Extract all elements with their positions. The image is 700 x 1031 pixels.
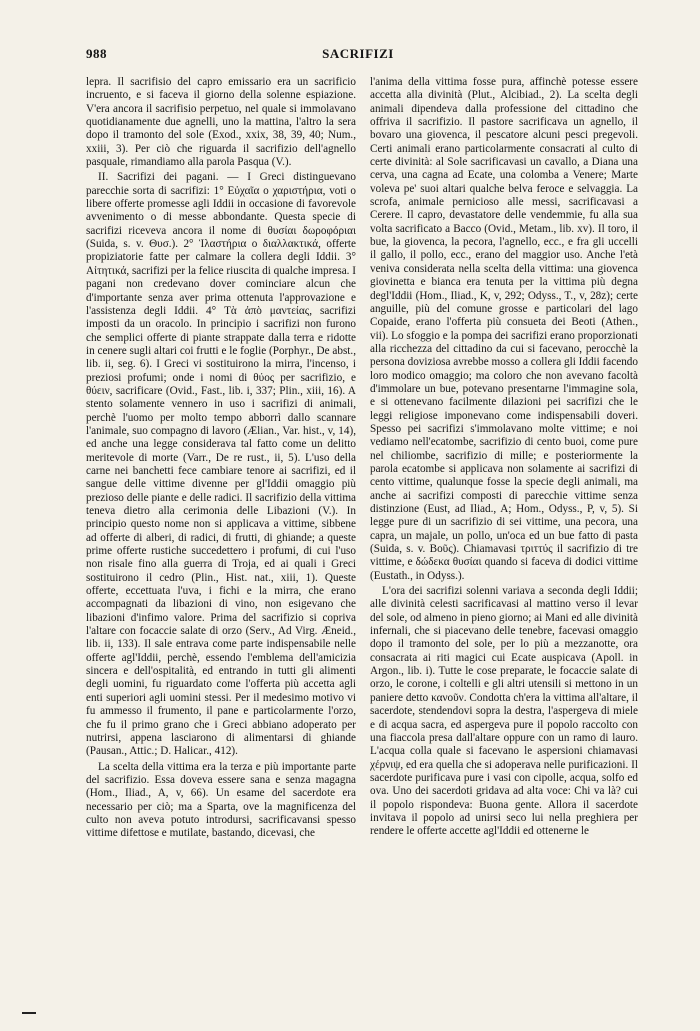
paragraph: l'anima della vittima fosse pura, affinchè potesse essere accetta alla divinità (Plut., Alcibiad., 2). La scelta degli animali dipendeva dalla professione del cittadino che offriva il sacrifizio. Il pastore sacrificava un agnello, il bovaro una giovenca, il pescatore alcuni pesci pregevoli. Certi animali erano particolarmente consacrati al culto di certe divinità: al Sole sacrificavasi un cavallo, a Diana una cerva, una cagna ad Ecate, una colomba a Venere; Marte voleva pe' suoi altari qualche belva feroce e selvaggia. La scrofa, animale pernicioso alle messi, sacrificavasi a Cerere. Il capro, devastatore delle vendemmie, fu alla sua volta sacrificato a Bacco (Ovid., Metam., lib. xv). Il toro, il bue, la giovenca, la pecora, l'agnello, ecc., e fra gli uccelli il gallo, il pollo, ecc., erano del maggior uso. Anche l'età veniva considerata nella scelta della vittima: una giovenca giovinetta e bianca era tenuta per la vittima più degna degl'Iddii (Hom., Iliad., K, v, 292; Odyss., T., v, 28z); certe anguille, più del comune grosse e particolari del lago Copaide, erano l'offerta più consueta dei Beoti (Athen., vii). Lo sfoggio e la pompa dei sacrifizi erano proporzionati alla ricchezza del cittadino da cui si facevano, perocchè la persona doviziosa avrebbe mosso a collera gli Iddii facendo loro modico omaggio; ma coloro che non avevano facoltà d'immolare un bue, potevano presentarne l'immagine sola, e si ottenevano facilmente dilazioni pei sacrifizi che le leggi religiose imponevano come indispensabili doveri. Spesso pei sacrifizi s'immolavano molte vittime; e noi vediamo nell'ecatombe, sacrifizio di cento buoi, come pure nel chiliombe, sacrifizio di mille; e posteriormente la parola ecatombe si applicava non solamente ai sacrifizi di cento vittime, qualunque fosse la specie degli animali, ma anche ai sacrifizi composti di parecchie vittime senza distinzione (Eust, ad Iliad., A; Hom., Odyss., P, v, 5). Si legge pure di un sacrifizio di sei vittime, una pecora, una capra, un majale, un pollo, un'oca ed un bue fatto di pasta (Suida, s. v. Βοῦς). Chiamavasi τριττύς il sacrifizio di tre vittime, e δώδεκα θυσίαι quando si faceva di dodici vittime (Eustath., in Odyss.).	[370, 76, 638, 582]
paragraph: La scelta della vittima era la terza e più importante parte del sacrifizio. Essa doveva essere sana e senza magagna (Hom., Iliad., A, v, 66). Un esame del sacerdote era necessario per ciò; ma a Sparta, ove la magnificenza del culto non aveva potuto introdursi, sacrificavansi spesso vittime difettose e mutilate, bastando, dicevasi, che	[86, 760, 356, 840]
scan-mark	[22, 1012, 36, 1014]
paragraph: L'ora dei sacrifizi solenni variava a seconda degli Iddii; alle divinità celesti sacrificavasi al mattino verso il levar del sole, od almeno in pieno giorno; ai Mani ed alle divinità infernali, che si piacevano delle tenebre, facevasi omaggio dopo il tramonto del sole, per lo più a mezzanotte, ora consacrata ai riti magici cui Ecate auspicava (Apoll. in Argon., lib. i). Tutte le cose preparate, le focaccie salate di orzo, le corone, i coltelli e gli altri utensili si mettono in un paniere detto κανοῦν. Condotta ch'era la vittima all'altare, il sacerdote, stendendovi sopra la destra, l'aspergeva di miele e di acqua sacra, ed aspergeva pure il popolo raccolto con una fiaccola presa dall'altare oppure con un ramo di lauro. L'acqua colla quale si facevano le aspersioni chiamavasi χέρνιψ, ed era quella che si adoperava nelle purificazioni. Il sacerdote purificava pure i vasi con cipolle, acqua, solfo ed ova. Uno dei sacerdoti gridava ad alta voce: Chi va là? cui il popolo rispondeva: Buona gente. Allora il sacerdote invitava il popolo ad unirsi seco lui nella preghiera per rendere le offerte accette agl'Iddii ed ottenerne le	[370, 585, 638, 838]
running-title: SACRIFIZI	[322, 46, 394, 61]
right-column	[370, 76, 638, 839]
page-header	[86, 46, 630, 62]
page-number: 988	[86, 46, 107, 61]
paragraph: II. Sacrifizi dei pagani. — I Greci distinguevano parecchie sorta di sacrifizi: 1° Εὐχαῖα o χαριστήρια, voti o libere offerte promesse agli Iddii in occasione di favorevole avvenimento o di messe abbondante. Questa specie di sacrifizi riceveva ancora il nome di θυσίαι δωροφόριαι (Suida, s. v. Θυσ.). 2° Ἱλαστήρια o διαλλακτικά, offerte propiziatorie fatte per calmare la collera degli Iddii. 3° Αἰτητικά, sacrifizi per la felice riuscita di qualche impresa. I pagani non credevano dover cominciare alcun che d'importante senza aver prima ottenuta l'approvazione e l'assistenza degli Iddii. 4° Τὰ ἀπὸ μαντείας, sacrifizi imposti da un oracolo. In principio i sacrifizi non furono che semplici offerte di piante strappate dalla terra e ridotte in cenere sugli altari coi frutti e le foglie (Porphyr., De abst., lib. ii, seg. 6). I Greci vi sostituirono la mirra, l'incenso, i preziosi profumi; onde i nomi di θύος per sacrifizio, e θύειν, sacrificare (Ovid., Fast., lib. i, 337; Plin., xiii, 16). A stento solamente vennero in uso i sacrifizi di animali, perchè l'uomo per molto tempo abborrì dallo scannare l'animale, suo compagno di lavoro (Ælian., Var. hist., v, 14), ed anche una legge considerava tal fatto come un delitto meritevole di morte (Varr., De re rust., ii, 5). L'uso della carne nei banchetti fece cambiare tenore ai sacrifizi, ed il sangue delle vittime divenne per gl'Iddii omaggio più prezioso delle piante e delle radici. Il sacrifizio della vittima teneva dietro alla cerimonia delle Libazioni (V.). In principio questo nome non si applicava a vittime, sibbene ad offerte di alberi, di radici, di frutti, di ghiande; a queste prime offerte rustiche succedettero i profumi, di cui l'uso non risale fino alla guerra di Troja, ed ai quali i Greci sostituirono il cedro (Plin., Hist. nat., xiii, 1). Queste offerte, eccettuata l'uva, i fichi e la mirra, che erano accompagnati da libazioni di vino, non esigevano che libazioni d'infimo valore. Prima del sacrifizio si copriva l'altare con focaccie salate di orzo (Serv., Ad Virg. Æneid., lib. ii, 133). Il sale entrava come parte indispensabile nelle offerte agl'Iddii, perchè, essendo l'emblema dell'amicizia sincera e dell'ospitalità, ed entrando in tutti gli alimenti degli uomini, fu riguardato come l'offerta più accetta agli enti superiori agli uomini stessi. Per il medesimo motivo vi fu ammesso il frumento, il pane e particolarmente l'orzo, che fu il primo grano che i Greci abbiano adoperato per nutrirsi, appena lasciarono di alimentarsi di ghiande (Pausan., Attic.; D. Halicar., 412).	[86, 171, 356, 758]
left-column	[86, 76, 356, 841]
paragraph: lepra. Il sacrifisio del capro emissario era un sacrificio incruento, e si faceva il giorno della solenne espiazione. V'era ancora il sacrifisio perpetuo, nel quale si immolavano quotidianamente due agnelli, uno la mattina, l'altro la sera dopo il tramonto del sole (Exod., xxix, 38, 39, 40; Num., xxiii, 3). Per ciò che riguarda il sacrifizio dell'agnello pasquale, rimandiamo alla parola Pasqua (V.).	[86, 76, 356, 169]
